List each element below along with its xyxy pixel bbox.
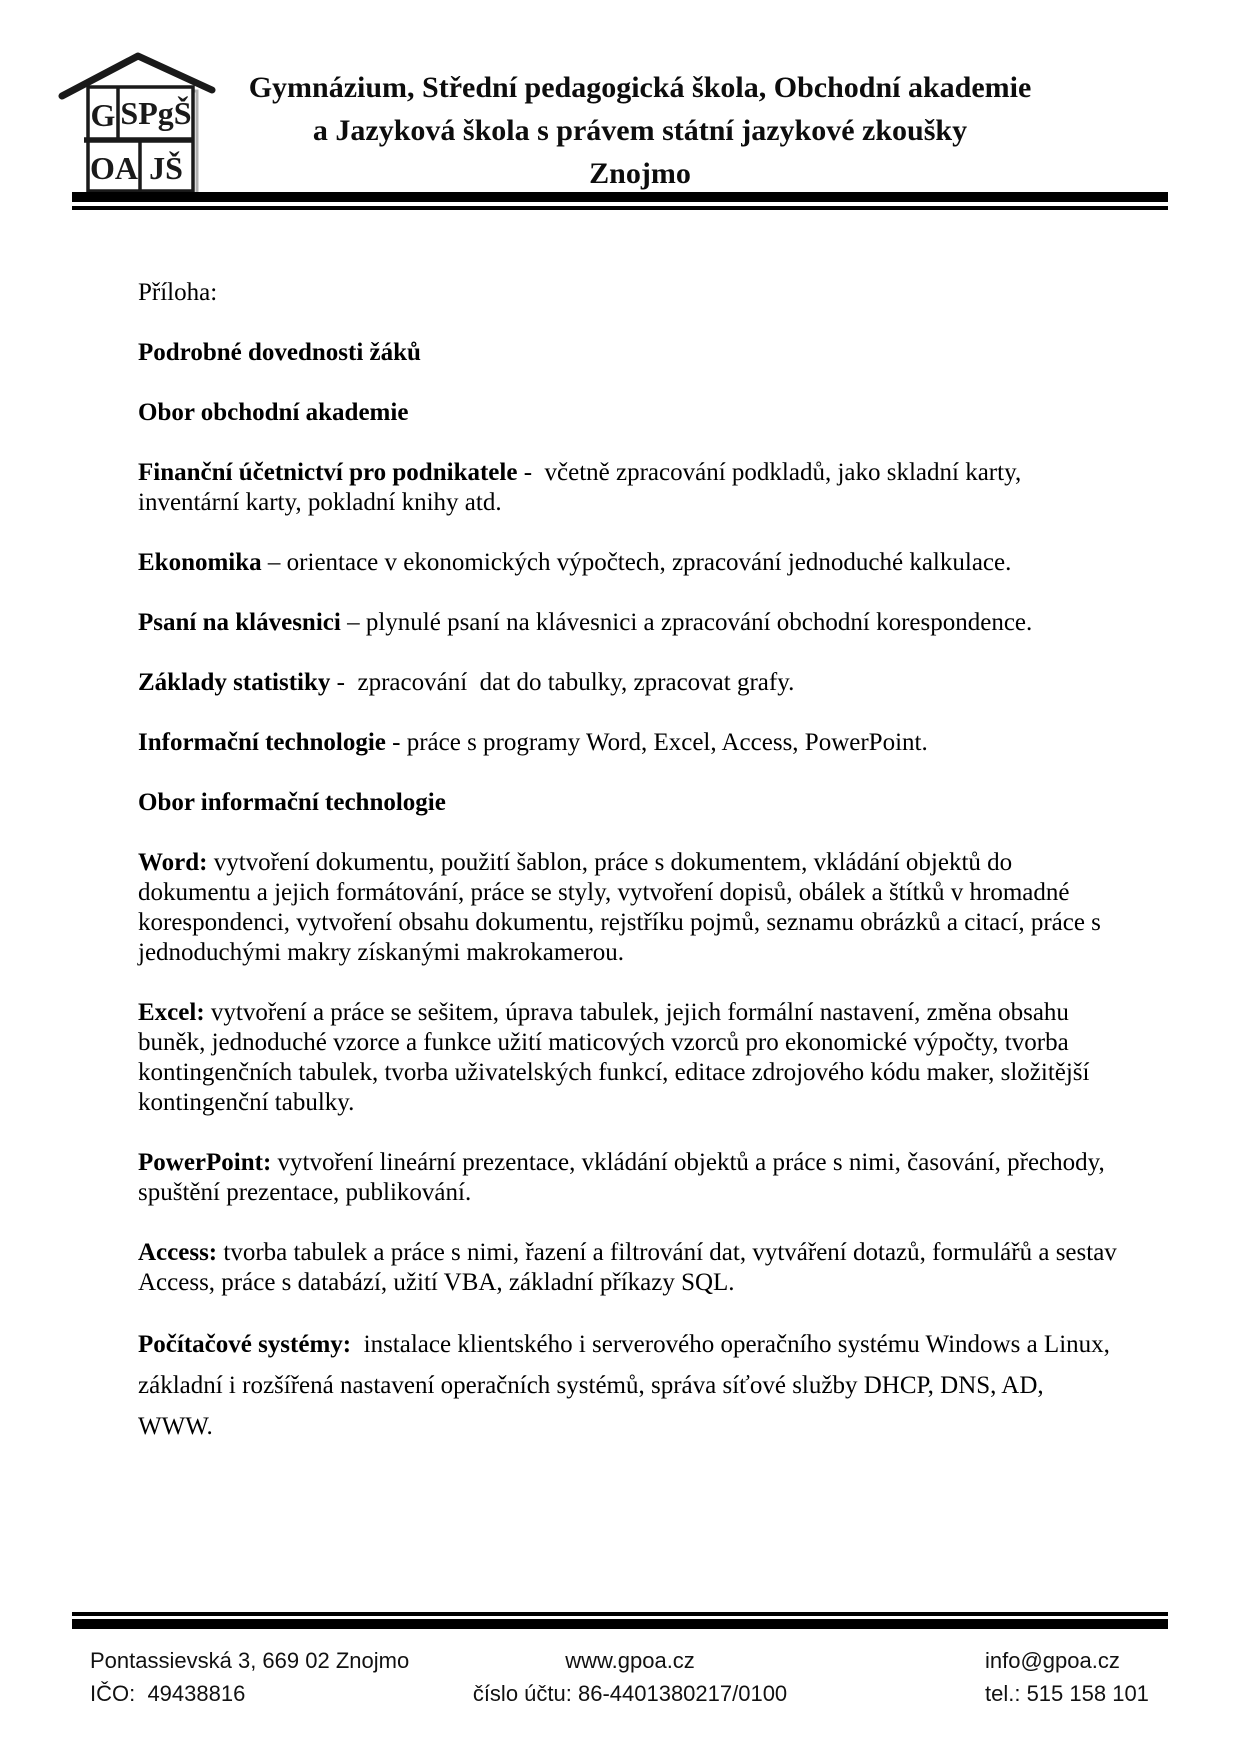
paragraph-pocitacove-systemy bbox=[138, 1324, 1118, 1447]
footer-email: info@gpoa.cz bbox=[985, 1648, 1120, 1673]
paragraph-word bbox=[138, 848, 1118, 968]
paragraph-lead: Počítačové systémy: bbox=[138, 1331, 352, 1358]
paragraph-lead: Základy statistiky bbox=[138, 669, 331, 696]
paragraph-text: – orientace v ekonomických výpočtech, zpracování jednoduché kalkulace. bbox=[261, 549, 1012, 576]
paragraph-lead: Finanční účetnictví pro podnikatele bbox=[138, 459, 518, 486]
footer-divider-thick-line bbox=[72, 1619, 1168, 1629]
paragraph-text: – plynulé psaní na klávesnici a zpracování obchodní korespondence. bbox=[340, 609, 1033, 636]
footer-address-block bbox=[90, 1644, 409, 1710]
footer-ico: IČO: 49438816 bbox=[90, 1681, 246, 1706]
paragraph-text: - práce s programy Word, Excel, Access, PowerPoint. bbox=[385, 729, 928, 756]
paragraph-text: vytvoření lineární prezentace, vkládání objektů a práce s nimi, časování, přechody, spuštění prezentace, publikování. bbox=[138, 1149, 1112, 1206]
paragraph-lead: Obor obchodní akademie bbox=[138, 399, 409, 426]
footer-website: www.gpoa.cz bbox=[565, 1648, 695, 1673]
paragraph-text: vytvoření dokumentu, použití šablon, práce s dokumentem, vkládání objektů do dokumentu a jejich formátování, práce se styly, vytvoření dopisů, obálek a štítků v hromadné korespondenci, vytvoření obsahu dokumentu, rejstříku pojmů, seznamu obrázků a citací, práce s jednoduchými makry získanými makrokamerou. bbox=[138, 849, 1108, 966]
paragraph-zaklady-statistiky bbox=[138, 668, 1118, 698]
paragraph-lead: Psaní na klávesnici bbox=[138, 609, 341, 636]
paragraph-psani-na-klavesnici bbox=[138, 608, 1118, 638]
paragraph-lead: Informační technologie bbox=[138, 729, 386, 756]
title-line-1: Gymnázium, Střední pedagogická škola, Obchodní akademie bbox=[248, 71, 1032, 104]
paragraph-excel bbox=[138, 998, 1118, 1118]
header-divider-thin-line bbox=[72, 206, 1168, 210]
document-body bbox=[138, 278, 1122, 1477]
footer-divider bbox=[72, 1612, 1168, 1629]
header-divider bbox=[72, 192, 1168, 210]
footer-divider-thin-line bbox=[72, 1612, 1168, 1616]
footer-street-address: Pontassievská 3, 669 02 Znojmo bbox=[90, 1648, 410, 1673]
paragraph-text: Příloha: bbox=[138, 279, 218, 306]
header-divider-thick-line bbox=[72, 192, 1168, 202]
footer-phone: tel.: 515 158 101 bbox=[985, 1681, 1149, 1706]
title-line-3: Znojmo bbox=[589, 157, 691, 190]
paragraph-lead: Podrobné dovednosti žáků bbox=[138, 339, 421, 366]
logo-cell-oa: OA bbox=[90, 150, 138, 186]
paragraph-informacni-technologie bbox=[138, 728, 1118, 758]
footer-bank-account: číslo účtu: 86-4401380217/0100 bbox=[472, 1681, 788, 1706]
heading-podrobne-dovednosti bbox=[138, 338, 1118, 368]
footer-web-account-block bbox=[390, 1644, 870, 1710]
paragraph-financni-ucetnictvi bbox=[138, 458, 1118, 518]
paragraph-text: tvorba tabulek a práce s nimi, řazení a filtrování dat, vytváření dotazů, formulářů a sestav Access, práce s databází, užití VBA, základní příkazy SQL. bbox=[138, 1239, 1122, 1296]
paragraph-text: - včetně zpracování podkladů, jako skladní karty, inventární karty, pokladní knihy atd. bbox=[138, 459, 1028, 516]
title-line-2: a Jazyková škola s právem státní jazykové zkoušky bbox=[312, 114, 968, 147]
heading-obor-obchodni-akademie bbox=[138, 398, 1118, 428]
paragraph-lead: Excel: bbox=[138, 999, 205, 1026]
paragraph-lead: PowerPoint: bbox=[138, 1149, 272, 1176]
paragraph-text: instalace klientského i serverového operačního systému Windows a Linux, základní i rozšířená nastavení operačních systémů, správa síťové služby DHCP, DNS, AD, WWW. bbox=[138, 1331, 1117, 1440]
school-title bbox=[230, 66, 1050, 195]
paragraph-priloha bbox=[138, 278, 1118, 308]
paragraph-lead: Word: bbox=[138, 849, 208, 876]
paragraph-powerpoint bbox=[138, 1148, 1118, 1208]
logo-cell-spgs: SPgŠ bbox=[120, 95, 192, 131]
footer-contact-block bbox=[985, 1644, 1149, 1710]
paragraph-lead: Ekonomika bbox=[138, 549, 262, 576]
logo-cell-js: JŠ bbox=[149, 150, 183, 186]
school-logo bbox=[60, 44, 220, 199]
logo-cell-g: G bbox=[90, 97, 116, 133]
paragraph-text: - zpracování dat do tabulky, zpracovat grafy. bbox=[330, 669, 795, 696]
paragraph-lead: Obor informační technologie bbox=[138, 789, 446, 816]
paragraph-lead: Access: bbox=[138, 1239, 218, 1266]
paragraph-ekonomika bbox=[138, 548, 1118, 578]
heading-obor-informacni-technologie bbox=[138, 788, 1118, 818]
paragraph-access bbox=[138, 1238, 1122, 1298]
paragraph-text: vytvoření a práce se sešitem, úprava tabulek, jejich formální nastavení, změna obsahu buněk, jednoduché vzorce a funkce užití maticových vzorců pro ekonomické výpočty, tvorba kontingenčních tabulek, tvorba uživatelských funkcí, editace zdrojového kódu maker, složitější kontingenční tabulky. bbox=[138, 999, 1096, 1116]
